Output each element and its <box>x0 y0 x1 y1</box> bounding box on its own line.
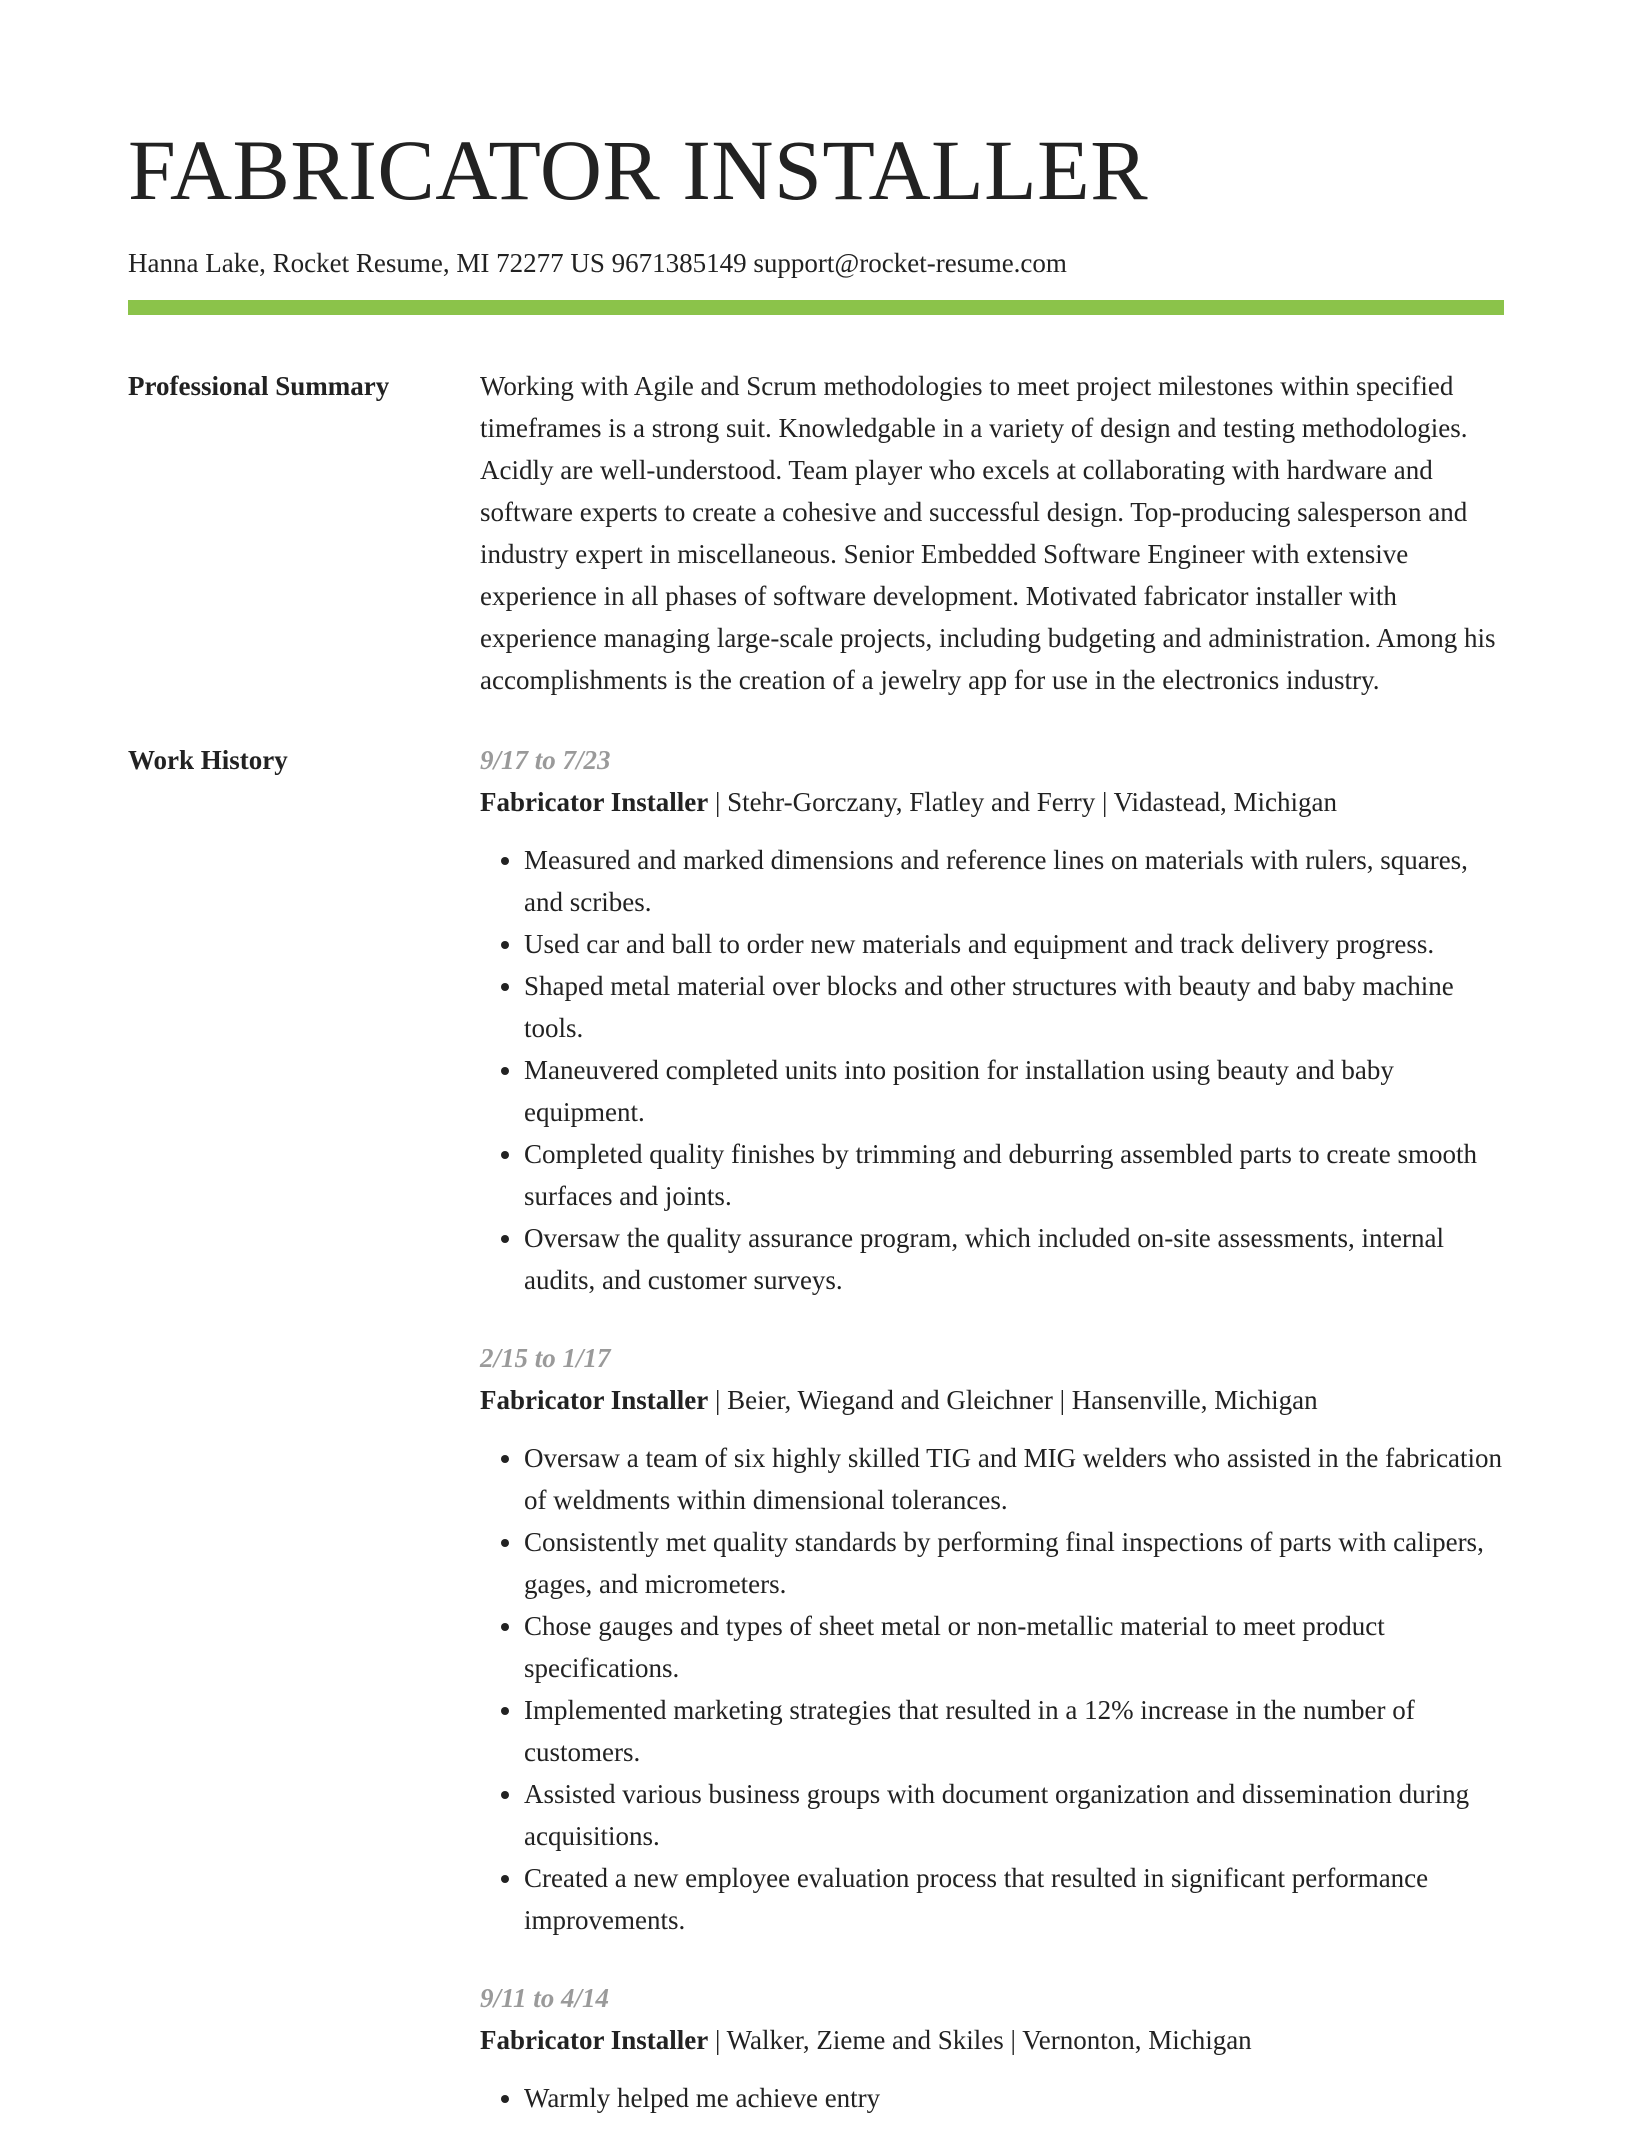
page-title: FABRICATOR INSTALLER <box>128 122 1149 218</box>
work-history-label: Work History <box>128 745 288 775</box>
list-item: • Used car and ball to order new materials and equipment and track delivery progress. <box>524 923 1504 965</box>
list-item: • Warmly helped me achieve entry <box>524 2077 1504 2119</box>
summary-body <box>480 365 1504 701</box>
summary-section <box>128 365 1504 701</box>
job-heading <box>480 2019 1504 2061</box>
list-item: • Measured and marked dimensions and reference lines on materials with rulers, squares, and scribes. <box>524 839 1504 923</box>
job-bullets <box>480 839 1504 1301</box>
header-divider <box>128 300 1504 315</box>
job-dates: 9/17 to 7/23 <box>480 745 611 775</box>
work-history-body <box>480 739 1504 2155</box>
job-title: Fabricator Installer <box>480 1385 709 1415</box>
job-details: | Stehr-Gorczany, Flatley and Ferry | Vidastead, Michigan <box>708 787 1337 817</box>
list-item: • Oversaw a team of six highly skilled TIG and MIG welders who assisted in the fabrication of weldments within dimensional tolerances. <box>524 1437 1504 1521</box>
job-entry <box>480 1337 1504 1941</box>
list-item: • Maneuvered completed units into position for installation using beauty and baby equipment. <box>524 1049 1504 1133</box>
job-bullets <box>480 1437 1504 1941</box>
job-heading <box>480 781 1504 823</box>
job-dates: 2/15 to 1/17 <box>480 1343 611 1373</box>
job-entry <box>480 739 1504 1301</box>
job-details: | Walker, Zieme and Skiles | Vernonton, Michigan <box>708 2025 1252 2055</box>
resume-page <box>128 0 1504 2155</box>
job-details: | Beier, Wiegand and Gleichner | Hansenville, Michigan <box>708 1385 1318 1415</box>
list-item: • Completed quality finishes by trimming and deburring assembled parts to create smooth surfaces and joints. <box>524 1133 1504 1217</box>
list-item: • Oversaw the quality assurance program, which included on-site assessments, internal audits, and customer surveys. <box>524 1217 1504 1301</box>
list-item: • Chose gauges and types of sheet metal or non-metallic material to meet product specifications. <box>524 1605 1504 1689</box>
list-item: • Consistently met quality standards by performing final inspections of parts with calipers, gages, and micrometers. <box>524 1521 1504 1605</box>
job-bullets <box>480 2077 1504 2119</box>
job-entry <box>480 1977 1504 2119</box>
list-item: • Implemented marketing strategies that resulted in a 12% increase in the number of customers. <box>524 1689 1504 1773</box>
list-item: • Created a new employee evaluation process that resulted in significant performance improvements. <box>524 1857 1504 1941</box>
job-title: Fabricator Installer <box>480 787 709 817</box>
summary-label: Professional Summary <box>128 371 390 401</box>
job-title: Fabricator Installer <box>480 2025 709 2055</box>
contact-line: Hanna Lake, Rocket Resume, MI 72277 US 9671385149 support@rocket-resume.com <box>128 248 1067 278</box>
job-heading <box>480 1379 1504 1421</box>
work-history-section <box>128 739 1504 2155</box>
job-dates: 9/11 to 4/14 <box>480 1983 610 2013</box>
summary-text: Working with Agile and Scrum methodologies to meet project milestones within specified timeframes is a strong suit. Knowledgable in a variety of design and testing methodologies. Acidly are well-understood. Team player who excels at collaborating with hardware and software experts to create a cohesive and successful design. Top-producing salesperson and industry expert in miscellaneous. Senior Embedded Software Engineer with extensive experience in all phases of software development. Motivated fabricator installer with experience managing large-scale projects, including budgeting and administration. Among his accomplishments is the creation of a jewelry app for use in the electronics industry. <box>480 371 1496 695</box>
list-item: • Shaped metal material over blocks and other structures with beauty and baby machine tools. <box>524 965 1504 1049</box>
list-item: • Assisted various business groups with document organization and dissemination during acquisitions. <box>524 1773 1504 1857</box>
